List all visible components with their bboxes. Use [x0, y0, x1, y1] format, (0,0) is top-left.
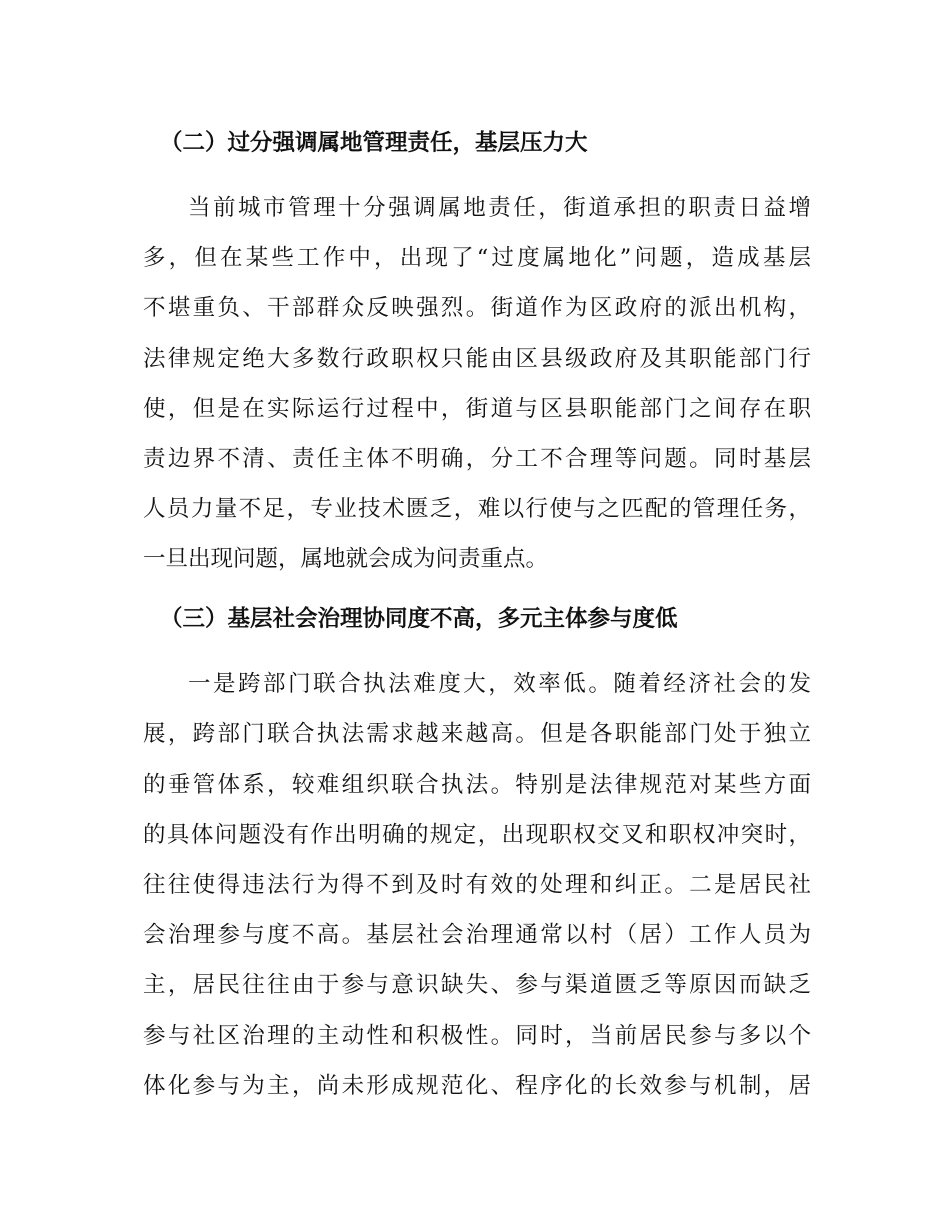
paragraph-line: 一是跨部门联合执法难度大，效率低。随着经济社会的发 — [188, 671, 811, 697]
paragraph-line: 的具体问题没有作出明确的规定，出现职权交叉和职权冲突时， — [143, 822, 811, 848]
paragraph-line: 责边界不清、责任主体不明确，分工不合理等问题。同时基层 — [143, 446, 811, 472]
paragraph-line: 展，跨部门联合执法需求越来越高。但是各职能部门处于独立 — [143, 721, 811, 747]
paragraph-line: 主，居民往往由于参与意识缺失、参与渠道匮乏等原因而缺乏 — [143, 972, 811, 998]
section-heading-2: （二）过分强调属地管理责任，基层压力大 — [160, 130, 588, 156]
paragraph-line: 往往使得违法行为得不到及时有效的处理和纠正。二是居民社 — [143, 872, 811, 898]
paragraph-line: 体化参与为主，尚未形成规范化、程序化的长效参与机制，居 — [143, 1073, 811, 1099]
paragraph-line: 参与社区治理的主动性和积极性。同时，当前居民参与多以个 — [143, 1023, 811, 1049]
paragraph-line: 多，但在某些工作中，出现了“过度属地化”问题，造成基层 — [143, 245, 811, 271]
paragraph-line: 会治理参与度不高。基层社会治理通常以村（居）工作人员为 — [143, 922, 811, 948]
paragraph-line: 人员力量不足，专业技术匮乏，难以行使与之匹配的管理任务， — [143, 496, 811, 522]
paragraph-line: 不堪重负、干部群众反映强烈。街道作为区政府的派出机构， — [143, 295, 811, 321]
paragraph-line: 当前城市管理十分强调属地责任，街道承担的职责日益增 — [188, 195, 811, 221]
paragraph-line: 使，但是在实际运行过程中，街道与区县职能部门之间存在职 — [143, 396, 811, 422]
paragraph-line: 一旦出现问题，属地就会成为问责重点。 — [143, 546, 549, 572]
paragraph-line: 法律规定绝大多数行政职权只能由区县级政府及其职能部门行 — [143, 346, 811, 372]
paragraph-line: 的垂管体系，较难组织联合执法。特别是法律规范对某些方面 — [143, 772, 811, 798]
section-heading-3: （三）基层社会治理协同度不高，多元主体参与度低 — [160, 606, 678, 632]
